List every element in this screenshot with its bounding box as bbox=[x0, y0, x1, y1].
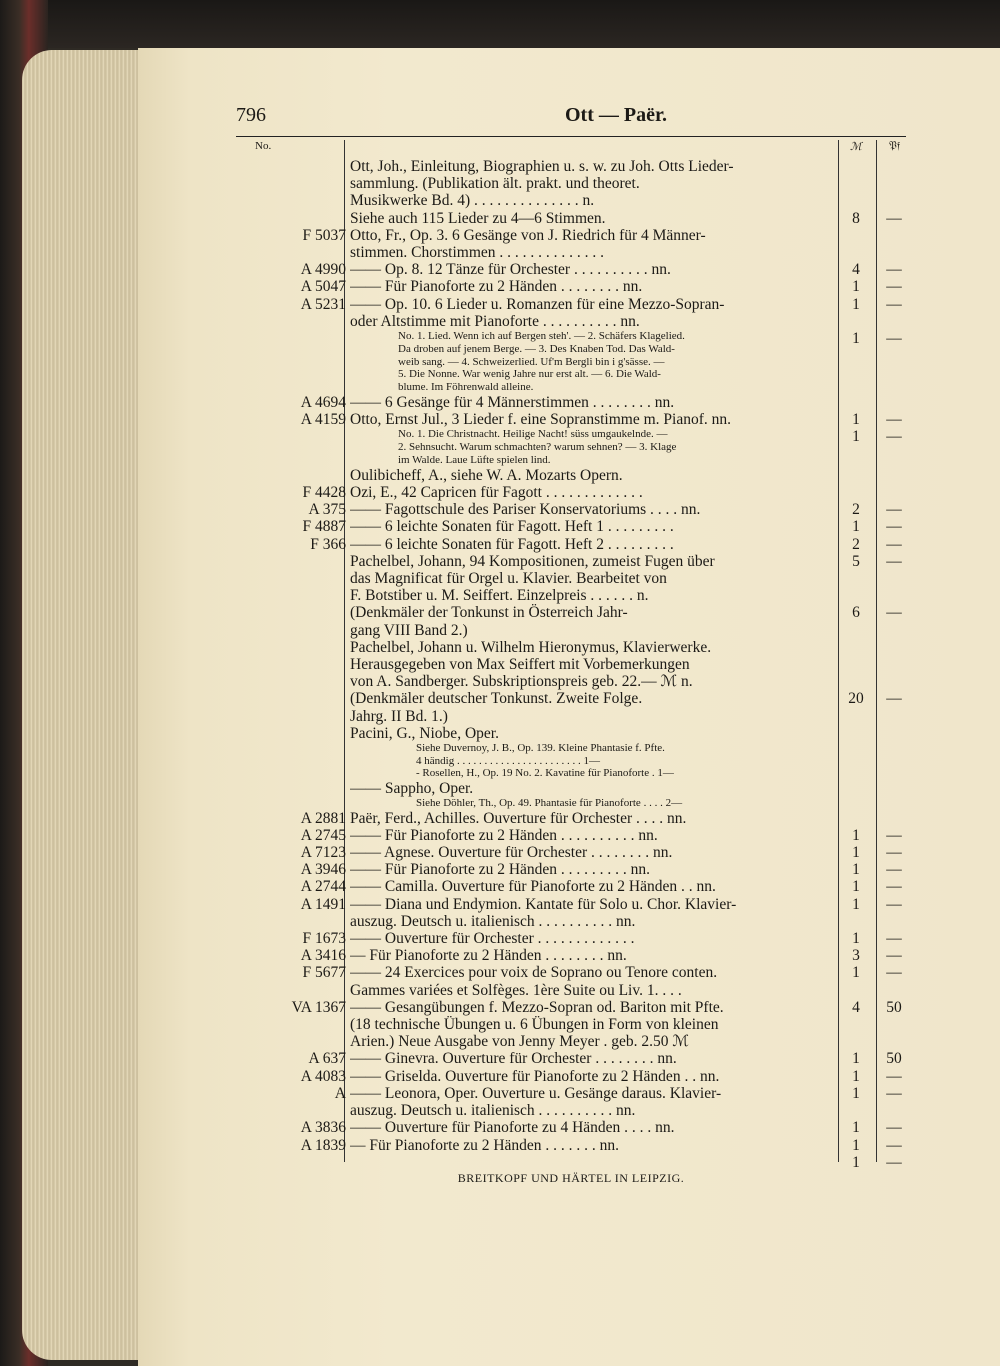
entry-text: oder Altstimme mit Pianoforte . . . . . . . . . . nn. bbox=[350, 312, 640, 330]
entry-text: auszug. Deutsch u. italienisch . . . . . . . . . . nn. bbox=[350, 1102, 636, 1120]
entry-text: —— 6 leichte Sonaten für Fagott. Heft 2 . . . . . . . . . bbox=[350, 535, 674, 553]
price-pfennig: — bbox=[886, 1136, 902, 1154]
catalog-number: A 375 bbox=[308, 501, 346, 519]
catalog-number: A 3416 bbox=[300, 947, 346, 965]
entry-text: —— Fagottschule des Pariser Konservatoriums . . . . nn. bbox=[350, 501, 701, 519]
header-rule bbox=[236, 136, 906, 137]
price-pfennig: — bbox=[886, 826, 902, 844]
catalog-row bbox=[236, 742, 916, 755]
catalog-number: A 7123 bbox=[300, 844, 346, 862]
price-mark: 8 bbox=[852, 209, 860, 227]
price-pfennig: — bbox=[886, 411, 902, 429]
catalog-number: F 1673 bbox=[302, 930, 346, 948]
price-pfennig: — bbox=[886, 295, 902, 313]
page-header bbox=[236, 104, 976, 134]
entry-text: —— Ouverture für Orchester . . . . . . . . . . . . . bbox=[350, 930, 635, 948]
entry-text: —— Für Pianoforte zu 2 Händen . . . . . . . . nn. bbox=[350, 278, 643, 296]
catalog-number: A 2881 bbox=[300, 809, 346, 827]
price-mark: 1 bbox=[852, 330, 860, 348]
entry-text: — Für Pianoforte zu 2 Händen . . . . . . . nn. bbox=[350, 1136, 620, 1154]
entry-text: von A. Sandberger. Subskriptionspreis geb. 22.— ℳ n. bbox=[350, 673, 693, 691]
price-mark: 4 bbox=[852, 261, 860, 279]
entry-text: —— 6 Gesänge für 4 Männerstimmen . . . . . . . . nn. bbox=[350, 394, 675, 412]
catalog-number: A 4159 bbox=[300, 411, 346, 429]
catalog-row bbox=[236, 553, 916, 570]
entry-text: —— Für Pianoforte zu 2 Händen . . . . . . . . . nn. bbox=[350, 861, 651, 879]
catalog-row bbox=[236, 210, 916, 227]
catalog-number: F 4428 bbox=[302, 484, 346, 502]
catalog-number: A 4990 bbox=[300, 261, 346, 279]
price-mark: 2 bbox=[852, 501, 860, 519]
catalog-number: A 5047 bbox=[300, 278, 346, 296]
entry-text: —— Diana und Endymion. Kantate für Solo u. Chor. Klavier- bbox=[350, 895, 737, 913]
price-pfennig: — bbox=[886, 844, 902, 862]
entry-text: das Magnificat für Orgel u. Klavier. Bearbeitet von bbox=[350, 570, 667, 588]
catalog-number: A 637 bbox=[308, 1050, 346, 1068]
price-pfennig: — bbox=[886, 878, 902, 896]
entry-text: Da droben auf jenem Berge. — 3. Des Knaben Tod. Das Wald- bbox=[398, 342, 675, 355]
entry-text: —— Für Pianoforte zu 2 Händen . . . . . . . . . . nn. bbox=[350, 826, 658, 844]
catalog-row bbox=[236, 227, 916, 244]
catalog-row bbox=[236, 381, 916, 394]
price-mark: 1 bbox=[852, 295, 860, 313]
entry-text: —— Leonora, Oper. Ouverture u. Gesänge daraus. Klavier- bbox=[350, 1084, 722, 1102]
price-mark: 6 bbox=[852, 604, 860, 622]
price-pfennig: — bbox=[886, 278, 902, 296]
entry-text: 4 händig . . . . . . . . . . . . . . . . . . . . . . . 1— bbox=[416, 754, 600, 767]
price-mark: 4 bbox=[852, 998, 860, 1016]
entry-text: (Denkmäler der Tonkunst in Österreich Jahr- bbox=[350, 604, 628, 622]
price-pfennig: — bbox=[886, 964, 902, 982]
price-pfennig: — bbox=[886, 428, 902, 446]
running-title: Ott — Paër. bbox=[564, 104, 667, 126]
entry-text: —— Gesangübungen f. Mezzo-Sopran od. Bariton mit Pfte. bbox=[350, 998, 724, 1016]
catalog-number: A 1839 bbox=[300, 1136, 346, 1154]
price-mark: 1 bbox=[852, 278, 860, 296]
entry-text: Herausgegeben von Max Seiffert mit Vorbemerkungen bbox=[350, 656, 690, 674]
entry-text: —— 6 leichte Sonaten für Fagott. Heft 1 . . . . . . . . . bbox=[350, 518, 674, 536]
entry-text: weib sang. — 4. Schweizerlied. Uf'm Bergli bin i g'sässe. — bbox=[398, 355, 665, 368]
price-mark: 1 bbox=[852, 826, 860, 844]
catalog-row bbox=[236, 999, 916, 1016]
catalog-row bbox=[236, 368, 916, 381]
entry-text: Paër, Ferd., Achilles. Ouverture für Orchester . . . . nn. bbox=[350, 809, 687, 827]
price-mark: 3 bbox=[852, 947, 860, 965]
catalog-row bbox=[236, 755, 916, 768]
price-pfennig: — bbox=[886, 518, 902, 536]
entry-text: auszug. Deutsch u. italienisch . . . . . . . . . . nn. bbox=[350, 912, 636, 930]
entry-text: No. 1. Lied. Wenn ich auf Bergen steh'. — 2. Schäfers Klagelied. bbox=[398, 330, 685, 343]
catalog-row bbox=[236, 296, 916, 313]
price-mark: 1 bbox=[852, 1050, 860, 1068]
catalog-number: A bbox=[334, 1084, 346, 1102]
entry-text: — Für Pianoforte zu 2 Händen . . . . . . . . nn. bbox=[350, 947, 627, 965]
catalog-number: A 3946 bbox=[300, 861, 346, 879]
price-pfennig: — bbox=[886, 1153, 902, 1171]
price-mark: 1 bbox=[852, 428, 860, 446]
catalog-row bbox=[236, 343, 916, 356]
entry-text: Siehe auch 115 Lieder zu 4—6 Stimmen. bbox=[350, 209, 606, 227]
price-pfennig: — bbox=[886, 947, 902, 965]
catalog-number: F 5677 bbox=[302, 964, 346, 982]
entry-text: Siehe Duvernoy, J. B., Op. 139. Kleine Phantasie f. Pfte. bbox=[416, 742, 665, 755]
catalog-row bbox=[236, 467, 916, 484]
entry-text: —— Ginevra. Ouverture für Orchester . . . . . . . . nn. bbox=[350, 1050, 677, 1068]
price-mark: 1 bbox=[852, 1136, 860, 1154]
catalog-row bbox=[236, 639, 916, 656]
entry-text: Ott, Joh., Einleitung, Biographien u. s. w. zu Joh. Otts Lieder- bbox=[350, 158, 734, 175]
entry-text: Pachelbel, Johann, 94 Kompositionen, zumeist Fugen über bbox=[350, 552, 715, 570]
price-pfennig: 50 bbox=[886, 998, 902, 1016]
entry-text: —— Op. 10. 6 Lieder u. Romanzen für eine Mezzo-Sopran- bbox=[350, 295, 725, 313]
entry-text: Pachelbel, Johann u. Wilhelm Hieronymus, Klavierwerke. bbox=[350, 638, 712, 656]
entry-text: —— Sappho, Oper. bbox=[350, 779, 474, 797]
entry-text: F. Botstiber u. M. Seiffert. Einzelpreis . . . . . . n. bbox=[350, 587, 649, 605]
price-mark: 1 bbox=[852, 861, 860, 879]
entry-text: —— 24 Exercices pour voix de Soprano ou Tenore conten. bbox=[350, 964, 718, 982]
price-mark: 20 bbox=[848, 690, 864, 708]
entry-text: Otto, Ernst Jul., 3 Lieder f. eine Sopranstimme m. Pianof. nn. bbox=[350, 411, 731, 429]
price-mark: 1 bbox=[852, 1067, 860, 1085]
page-stack bbox=[22, 50, 142, 1360]
catalog-number: A 3836 bbox=[300, 1119, 346, 1137]
price-mark: 1 bbox=[852, 518, 860, 536]
catalog-row bbox=[236, 604, 916, 621]
price-pfennig: 50 bbox=[886, 1050, 902, 1068]
price-pfennig: — bbox=[886, 261, 902, 279]
price-pfennig: — bbox=[886, 552, 902, 570]
catalog-number: A 4694 bbox=[300, 394, 346, 412]
entry-text: —— Griselda. Ouverture für Pianoforte zu 2 Händen . . nn. bbox=[350, 1067, 720, 1085]
price-pfennig: — bbox=[886, 535, 902, 553]
entry-text: gang VIII Band 2.) bbox=[350, 621, 468, 639]
catalog-row bbox=[236, 725, 916, 742]
catalog-number: F 366 bbox=[310, 535, 346, 553]
catalog-row bbox=[236, 158, 916, 175]
catalog-row bbox=[236, 896, 916, 913]
entry-text: im Walde. Laue Lüfte spielen lind. bbox=[398, 454, 551, 467]
price-mark: 1 bbox=[852, 411, 860, 429]
entry-text: Ozi, E., 42 Capricen für Fagott . . . . . . . . . . . . . bbox=[350, 484, 643, 502]
entry-text: Otto, Fr., Op. 3. 6 Gesänge von J. Riedrich für 4 Männer- bbox=[350, 226, 706, 244]
publisher-footer: BREITKOPF UND HÄRTEL IN LEIPZIG. bbox=[457, 1171, 685, 1185]
price-pfennig: — bbox=[886, 690, 902, 708]
catalog-number: A 1491 bbox=[300, 895, 346, 913]
entry-text: (Denkmäler deutscher Tonkunst. Zweite Folge. bbox=[350, 690, 643, 708]
catalog-row bbox=[236, 1016, 916, 1033]
entry-text: —— Agnese. Ouverture für Orchester . . . . . . . . nn. bbox=[350, 844, 673, 862]
entry-text: —— Camilla. Ouverture für Pianoforte zu 2 Händen . . nn. bbox=[350, 878, 716, 896]
catalog-row bbox=[236, 656, 916, 673]
column-header-pfennig: 𝔓𝔣 bbox=[889, 140, 901, 152]
catalog-row bbox=[236, 690, 916, 707]
price-pfennig: — bbox=[886, 604, 902, 622]
entry-text: —— Ouverture für Pianoforte zu 4 Händen . . . . nn. bbox=[350, 1119, 675, 1137]
catalog-row bbox=[236, 454, 916, 467]
catalog-number: A 2745 bbox=[300, 826, 346, 844]
catalog-row bbox=[236, 767, 916, 780]
entry-text: Musikwerke Bd. 4) . . . . . . . . . . . . . . n. bbox=[350, 192, 595, 210]
catalog-row bbox=[236, 964, 916, 981]
catalog-row bbox=[236, 441, 916, 454]
entry-text: —— Op. 8. 12 Tänze für Orchester . . . . . . . . . . nn. bbox=[350, 261, 671, 279]
entry-text: blume. Im Föhrenwald alleine. bbox=[398, 381, 534, 394]
catalog-number: F 4887 bbox=[302, 518, 346, 536]
price-mark: 1 bbox=[852, 895, 860, 913]
catalog-row bbox=[236, 1085, 916, 1102]
book-top-edge bbox=[0, 0, 1000, 48]
price-pfennig: — bbox=[886, 209, 902, 227]
price-mark: 1 bbox=[852, 1084, 860, 1102]
price-mark: 1 bbox=[852, 930, 860, 948]
catalog-number: A 5231 bbox=[300, 295, 346, 313]
catalog-row bbox=[236, 708, 916, 725]
entry-text: 2. Sehnsucht. Warum schmachten? warum sehnen? — 3. Klage bbox=[398, 441, 677, 454]
price-pfennig: — bbox=[886, 1067, 902, 1085]
entry-text: - Rosellen, H., Op. 19 No. 2. Kavatine für Pianoforte . 1— bbox=[416, 767, 674, 780]
price-mark: 1 bbox=[852, 844, 860, 862]
price-pfennig: — bbox=[886, 330, 902, 348]
entry-text: stimmen. Chorstimmen . . . . . . . . . . . . . . bbox=[350, 244, 605, 262]
catalog-row bbox=[236, 622, 916, 639]
catalog-row bbox=[236, 1136, 916, 1171]
entry-text: No. 1. Die Christnacht. Heilige Nacht! süss umgaukelnde. — bbox=[398, 428, 668, 441]
catalog-number: VA 1367 bbox=[291, 998, 346, 1016]
column-header-mark: ℳ bbox=[850, 141, 862, 153]
column-header-number: No. bbox=[255, 140, 272, 152]
catalog-row bbox=[236, 570, 916, 587]
price-mark: 2 bbox=[852, 535, 860, 553]
entry-text: 5. Die Nonne. War wenig Jahre nur erst alt. — 6. Die Wald- bbox=[398, 368, 661, 381]
price-pfennig: — bbox=[886, 501, 902, 519]
price-pfennig: — bbox=[886, 861, 902, 879]
catalog-row bbox=[236, 330, 916, 343]
entry-text: Pacini, G., Niobe, Oper. bbox=[350, 724, 499, 742]
catalog-number: A 4083 bbox=[300, 1067, 346, 1085]
price-pfennig: — bbox=[886, 1119, 902, 1137]
catalog-row bbox=[236, 428, 916, 441]
price-mark: 1 bbox=[852, 964, 860, 982]
entry-text: Jahrg. II Bd. 1.) bbox=[350, 707, 448, 725]
entry-text: (18 technische Übungen u. 6 Übungen in Form von kleinen bbox=[350, 1016, 719, 1034]
catalog-entries bbox=[236, 158, 916, 1171]
entry-text: sammlung. (Publikation ält. prakt. und theoret. bbox=[350, 175, 640, 193]
price-mark: 1 bbox=[852, 878, 860, 896]
price-mark: 1 bbox=[852, 1153, 860, 1171]
catalog-row bbox=[236, 356, 916, 369]
catalog-row bbox=[236, 797, 916, 810]
catalog-number: A 2744 bbox=[300, 878, 346, 896]
catalog-row bbox=[236, 780, 916, 797]
page-number: 796 bbox=[236, 104, 266, 126]
entry-text: Siehe Döhler, Th., Op. 49. Phantasie für Pianoforte . . . . 2— bbox=[416, 797, 683, 810]
entry-text: Gammes variées et Solfèges. 1ère Suite ou Liv. 1. . . . bbox=[350, 981, 682, 999]
catalog-row bbox=[236, 175, 916, 192]
catalog-number: F 5037 bbox=[302, 226, 346, 244]
price-mark: 5 bbox=[852, 552, 860, 570]
price-pfennig: — bbox=[886, 895, 902, 913]
entry-text: Arien.) Neue Ausgabe von Jenny Meyer . geb. 2.50 ℳ bbox=[350, 1033, 689, 1051]
price-mark: 1 bbox=[852, 1119, 860, 1137]
entry-text: Oulibicheff, A., siehe W. A. Mozarts Opern. bbox=[350, 466, 623, 484]
price-pfennig: — bbox=[886, 1084, 902, 1102]
price-pfennig: — bbox=[886, 930, 902, 948]
